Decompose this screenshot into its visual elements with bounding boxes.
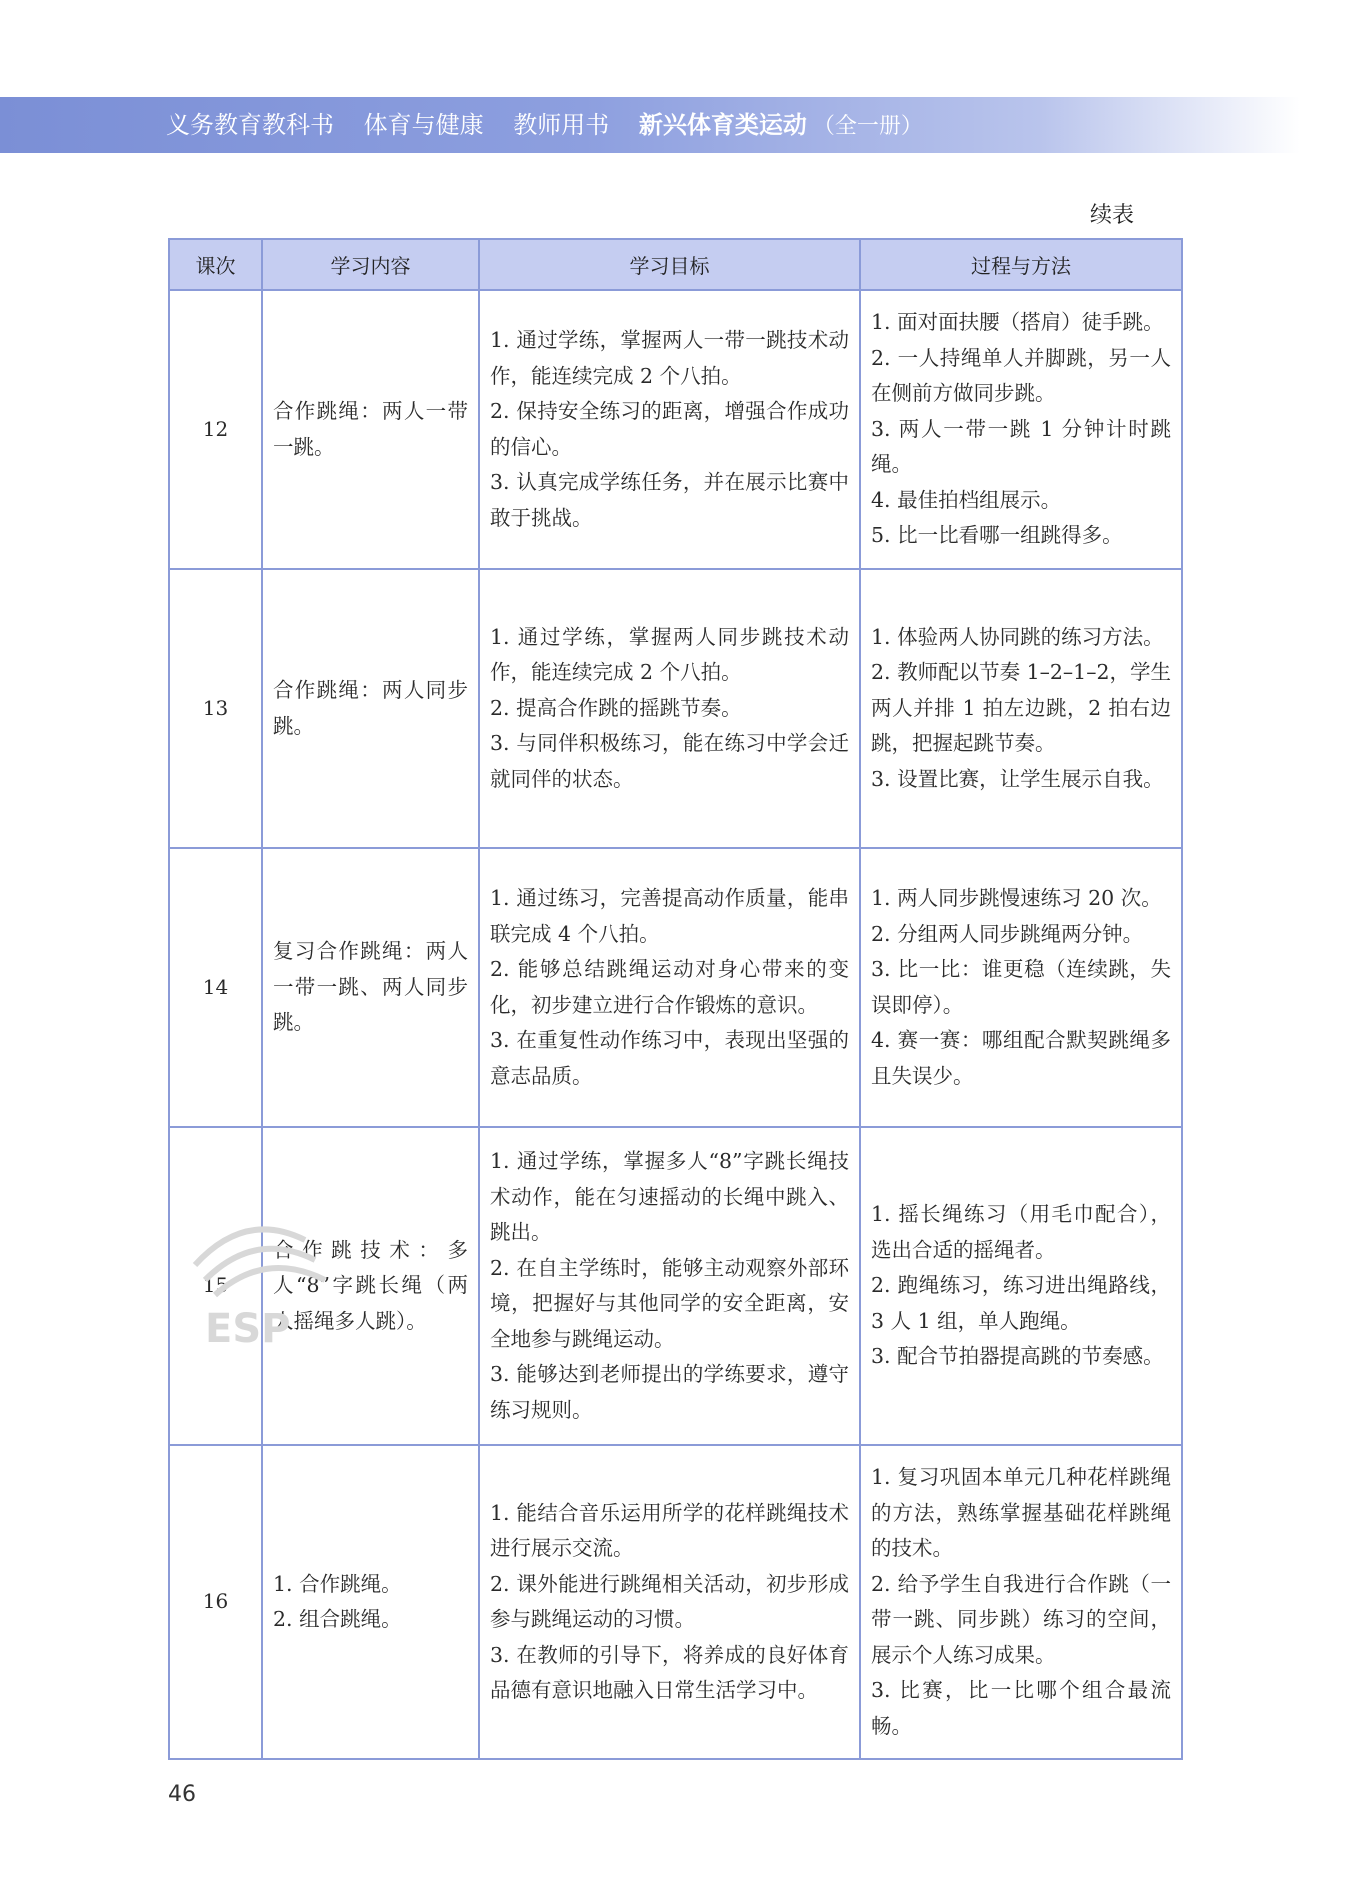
cell-methods: [860, 569, 1182, 848]
goals-line: 3. 能够达到老师提出的学练要求，遵守练习规则。: [490, 1362, 849, 1422]
methods-line: 2. 给予学生自我进行合作跳（一带一跳、同步跳）练习的空间，展示个人练习成果。: [871, 1571, 1171, 1667]
methods-line: 3. 比一比：谁更稳（连续跳，失误即停）。: [871, 957, 1171, 1017]
methods-line: 2. 分组两人同步跳绳两分钟。: [871, 921, 1144, 946]
methods-line: 1. 两人同步跳慢速练习 20 次。: [871, 886, 1162, 910]
cell-goals: [479, 1127, 860, 1445]
cell-lesson-number: 14: [169, 848, 262, 1127]
table-row: [169, 1127, 1182, 1445]
cell-goals: [479, 848, 860, 1127]
col-header-goals: 学习目标: [479, 239, 860, 290]
col-header-lesson: 课次: [169, 239, 262, 290]
cell-goals: [479, 290, 860, 569]
goals-line: 3. 在重复性动作练习中，表现出坚强的意志品质。: [490, 1028, 849, 1088]
col-header-content: 学习内容: [262, 239, 479, 290]
goals-line: 2. 在自主学练时，能够主动观察外部环境，把握好与其他同学的安全距离，安全地参与跳绳运动。: [490, 1255, 849, 1351]
table-row: [169, 569, 1182, 848]
content-line: 合作跳绳：两人一带一跳。: [273, 399, 468, 459]
content-line: 复习合作跳绳：两人一带一跳、两人同步跳。: [273, 939, 468, 1035]
header-volume-note: （全一册）: [812, 114, 923, 139]
lesson-table: [168, 238, 1183, 1760]
methods-line: 1. 摇长绳练习（用毛巾配合），选出合适的摇绳者。: [871, 1202, 1171, 1262]
cell-goals: [479, 569, 860, 848]
content-line: 合作跳绳：两人同步跳。: [273, 678, 468, 738]
methods-line: 2. 一人持绳单人并脚跳，另一人在侧前方做同步跳。: [871, 345, 1171, 406]
table-row: [169, 1445, 1182, 1759]
methods-line: 2. 教师配以节奏 1–2–1–2，学生两人并排 1 拍左边跳，2 拍右边跳，把握起跳节奏。: [871, 660, 1172, 756]
cell-lesson-number: 13: [169, 569, 262, 848]
methods-line: 4. 赛一赛：哪组配合默契跳绳多且失误少。: [871, 1028, 1171, 1088]
running-header: [166, 107, 945, 143]
goals-line: 1. 能结合音乐运用所学的花样跳绳技术进行展示交流。: [490, 1500, 849, 1560]
methods-line: 4. 最佳拍档组展示。: [871, 487, 1062, 512]
methods-line: 2. 跑绳练习，练习进出绳路线，3 人 1 组，单人跑绳。: [871, 1273, 1171, 1333]
cell-methods: [860, 848, 1182, 1127]
goals-line: 2. 提高合作跳的摇跳节奏。: [490, 695, 742, 720]
cell-content: [262, 848, 479, 1127]
continued-label: 续表: [1090, 203, 1135, 228]
goals-line: 1. 通过学练，掌握两人同步跳技术动作，能连续完成 2 个八拍。: [490, 624, 849, 685]
methods-line: 5. 比一比看哪一组跳得多。: [871, 523, 1123, 548]
cell-methods: [860, 290, 1182, 569]
goals-line: 1. 通过学练，掌握多人“8”字跳长绳技术动作，能在匀速摇动的长绳中跳入、跳出。: [490, 1149, 849, 1244]
header-type: 教师用书: [513, 111, 610, 139]
cell-content: [262, 290, 479, 569]
methods-line: 3. 两人一带一跳 1 分钟计时跳绳。: [871, 416, 1171, 477]
methods-line: 1. 面对面扶腰（搭肩）徒手跳。: [871, 310, 1164, 335]
header-subject: 体育与健康: [363, 111, 484, 139]
table-row: [169, 848, 1182, 1127]
goals-line: 1. 通过练习，完善提高动作质量，能串联完成 4 个八拍。: [490, 886, 849, 946]
cell-methods: [860, 1445, 1182, 1759]
methods-line: 3. 配合节拍器提高跳的节奏感。: [871, 1344, 1164, 1369]
goals-line: 2. 能够总结跳绳运动对身心带来的变化，初步建立进行合作锻炼的意识。: [490, 957, 849, 1017]
content-line: 2. 组合跳绳。: [273, 1607, 402, 1631]
content-line: 合作跳技术：多人“8”字跳长绳（两人摇绳多人跳）。: [273, 1237, 468, 1333]
goals-line: 2. 课外能进行跳绳相关活动，初步形成参与跳绳运动的习惯。: [490, 1571, 849, 1631]
cell-lesson-number: 16: [169, 1445, 262, 1759]
cell-methods: [860, 1127, 1182, 1445]
page-number: 46: [168, 1782, 196, 1807]
goals-line: 1. 通过学练，掌握两人一带一跳技术动作，能连续完成 2 个八拍。: [490, 328, 849, 388]
content-line: 1. 合作跳绳。: [273, 1571, 402, 1596]
col-header-methods: 过程与方法: [860, 239, 1182, 290]
table-row: [169, 290, 1182, 569]
header-volume: 新兴体育类运动: [638, 111, 807, 139]
cell-lesson-number: 12: [169, 290, 262, 569]
goals-line: 3. 在教师的引导下，将养成的良好体育品德有意识地融入日常生活学习中。: [490, 1642, 849, 1702]
goals-line: 3. 与同伴积极练习，能在练习中学会迁就同伴的状态。: [490, 731, 849, 791]
cell-content: [262, 1127, 479, 1445]
cell-content: [262, 1445, 479, 1759]
watermark-esp-logo: ESP: [205, 1306, 291, 1350]
cell-lesson-number: 15: [169, 1127, 262, 1445]
cell-content: [262, 569, 479, 848]
goals-line: 3. 认真完成学练任务，并在展示比赛中敢于挑战。: [490, 470, 849, 530]
methods-line: 3. 比赛，比一比哪个组合最流畅。: [871, 1678, 1171, 1738]
header-book: 义务教育教科书: [166, 111, 334, 139]
methods-line: 1. 体验两人协同跳的练习方法。: [871, 624, 1164, 649]
table-header-row: [169, 239, 1182, 290]
methods-line: 3. 设置比赛，让学生展示自我。: [871, 766, 1164, 791]
methods-line: 1. 复习巩固本单元几种花样跳绳的方法，熟练掌握基础花样跳绳的技术。: [871, 1465, 1171, 1560]
cell-goals: [479, 1445, 860, 1759]
goals-line: 2. 保持安全练习的距离，增强合作成功的信心。: [490, 399, 849, 459]
